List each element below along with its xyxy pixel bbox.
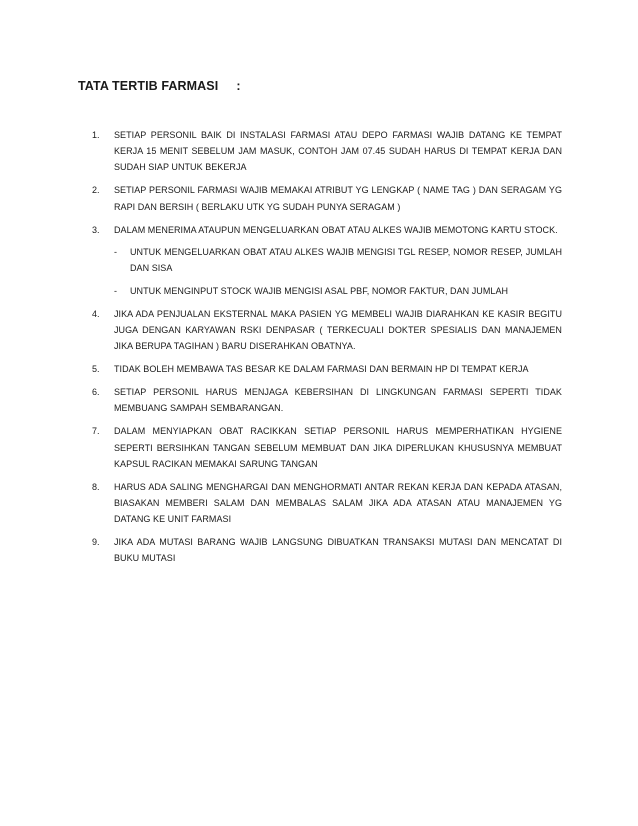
rule-subitem [114,244,562,276]
rule-item [92,361,562,377]
rule-item [92,384,562,416]
subitem-dash: - [114,285,118,296]
rule-number: 4. [92,308,100,319]
rule-text: JIKA ADA PENJUALAN EKSTERNAL MAKA PASIEN YG MEMBELI WAJIB DIARAHKAN KE KASIR BEGITU JUGA DENGAN KARYAWAN RSKI DENPASAR ( TERKECUALI DOKTER SPESIALIS DAN MANAJEMEN JIKA BERUPA TAGIHAN ) BARU DISERAHKAN OBATNYA. [114,308,562,352]
rule-number: 6. [92,387,100,398]
title-colon: : [236,79,241,93]
rule-text: TIDAK BOLEH MEMBAWA TAS BESAR KE DALAM FARMASI DAN BERMAIN HP DI TEMPAT KERJA [114,364,529,375]
subitem-dash: - [114,246,118,257]
rule-subitems [114,244,562,299]
rule-item [92,534,562,566]
rule-text: SETIAP PERSONIL HARUS MENJAGA KEBERSIHAN DI LINGKUNGAN FARMASI SEPERTI TIDAK MEMBUANG SAMPAH SEMBARANGAN. [114,387,562,414]
subitem-text: UNTUK MENGINPUT STOCK WAJIB MENGISI ASAL PBF, NOMOR FAKTUR, DAN JUMLAH [130,285,509,296]
rule-number: 8. [92,481,100,492]
rule-text: DALAM MENYIAPKAN OBAT RACIKKAN SETIAP PERSONIL HARUS MEMPERHATIKAN HYGIENE SEPERTI BERSIHKAN TANGAN SEBELUM MEMBUAT DAN JIKA DIPERLUKAN KHUSUSNYA MEMBUAT KAPSUL RACIKAN MEMAKAI SARUNG TANGAN [114,426,562,469]
subitem-text: UNTUK MENGELUARKAN OBAT ATAU ALKES WAJIB MENGISI TGL RESEP, NOMOR RESEP, JUMLAH DAN SISA [130,246,562,274]
rules-list [92,127,562,573]
rule-item [92,479,562,528]
rule-text: DALAM MENERIMA ATAUPUN MENGELUARKAN OBAT ATAU ALKES WAJIB MEMOTONG KARTU STOCK. [114,224,558,235]
rule-number: 3. [92,224,100,235]
rule-text: SETIAP PERSONIL FARMASI WAJIB MEMAKAI ATRIBUT YG LENGKAP ( NAME TAG ) DAN SERAGAM YG RAPI DAN BERSIH ( BERLAKU UTK YG SUDAH PUNYA SERAGAM ) [114,185,562,212]
document-title [78,79,241,93]
rule-item [92,182,562,214]
rule-number: 1. [92,130,100,140]
rule-item [92,306,562,355]
rule-text: HARUS ADA SALING MENGHARGAI DAN MENGHORMATI ANTAR REKAN KERJA DAN KEPADA ATASAN, BIASAKAN MEMBERI SALAM DAN MEMBALAS SALAM JIKA ADA ATASAN ATAU MANAJEMEN YG DATANG KE UNIT FARMASI [114,481,562,525]
rule-subitem [114,283,562,299]
rule-number: 9. [92,537,100,548]
rule-number: 5. [92,364,100,375]
rule-number: 2. [92,185,100,196]
rule-number: 7. [92,426,100,437]
rule-text: JIKA ADA MUTASI BARANG WAJIB LANGSUNG DIBUATKAN TRANSAKSI MUTASI DAN MENCATAT DI BUKU MUTASI [114,537,562,564]
rule-item [92,423,562,472]
rule-text: SETIAP PERSONIL BAIK DI INSTALASI FARMASI ATAU DEPO FARMASI WAJIB DATANG KE TEMPAT KERJA 15 MENIT SEBELUM JAM MASUK, CONTOH JAM 07.45 SUDAH HARUS DI TEMPAT KERJA DAN SUDAH SIAP UNTUK BEKERJA [114,130,562,173]
rule-item [92,127,562,176]
title-text: TATA TERTIB FARMASI [78,79,219,93]
rule-item [92,222,562,299]
